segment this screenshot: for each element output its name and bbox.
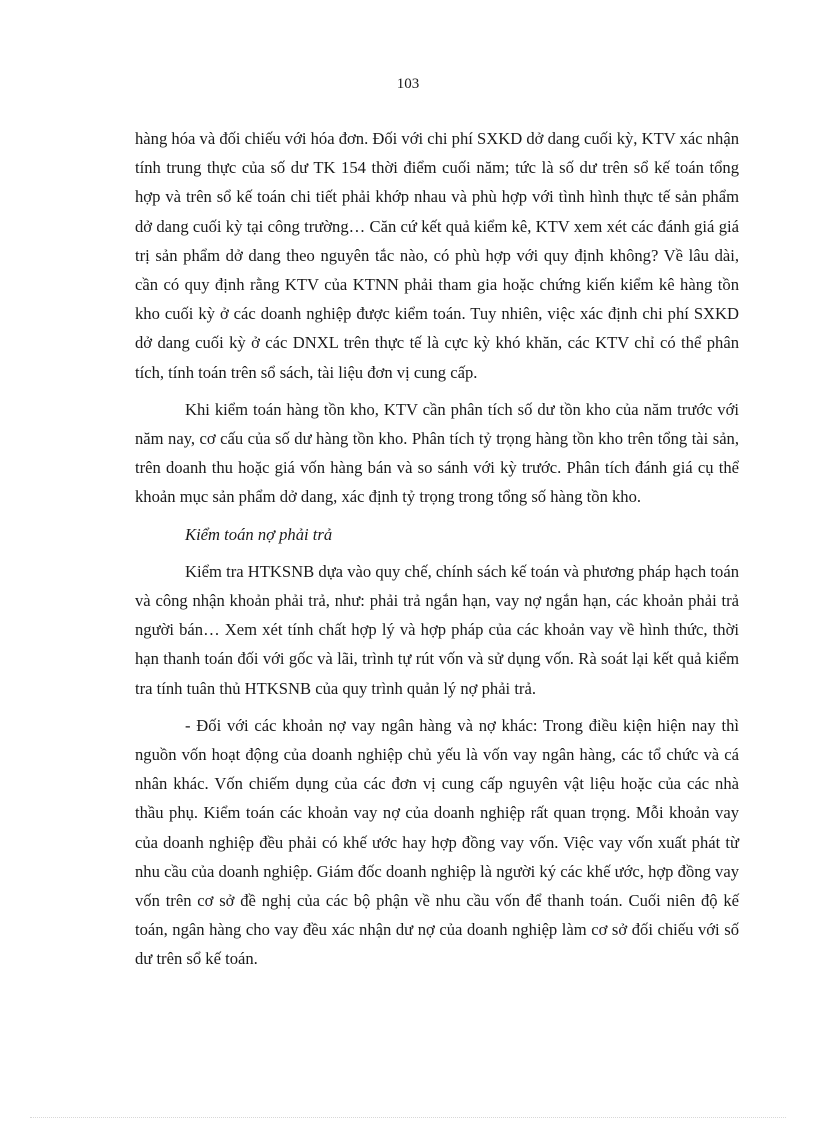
page-number: 103 bbox=[396, 76, 420, 92]
paragraph-internal-control-check: Kiểm tra HTKSNB dựa vào quy chế, chính sách kế toán và phương pháp hạch toán và công nhận khoản phải trả, như: phải trả ngắn hạn, vay nợ ngắn hạn, các khoản phải trả người bán… Xem xét tính chất hợp lý và hợp pháp của các khoản vay về hình thức, thời hạn thanh toán đối với gốc và lãi, trình tự rút vốn và sử dụng vốn. Rà soát lại kết quả kiểm tra tính tuân thủ HTKSNB của quy trình quản lý nợ phải trả. bbox=[135, 561, 739, 698]
paragraph-inventory-analysis: Khi kiểm toán hàng tồn kho, KTV cần phân tích số dư tồn kho của năm trước với năm nay, cơ cấu của số dư hàng tồn kho. Phân tích tỷ trọng hàng tồn kho trên tổng tài sản, trên doanh thu hoặc giá vốn hàng bán và so sánh với kỳ trước. Phân tích đánh giá cụ thể khoản mục sản phẩm dở dang, xác định tỷ trọng trong tổng số hàng tồn kho. bbox=[135, 399, 739, 507]
page-bottom-divider bbox=[30, 1117, 786, 1118]
paragraph-continuation: hàng hóa và đối chiếu với hóa đơn. Đối với chi phí SXKD dở dang cuối kỳ, KTV xác nhận tính trung thực của số dư TK 154 thời điểm cuối năm; tức là số dư trên sổ kế toán tổng hợp và trên sổ kế toán chi tiết phải khớp nhau và phù hợp với tình hình thực tế sản phẩm dở dang cuối kỳ tại công trường… Căn cứ kết quả kiểm kê, KTV xem xét các đánh giá giá trị sản phẩm dở dang theo nguyên tắc nào, có phù hợp với quy định không? Về lâu dài, cần có quy định rằng KTV của KTNN phải tham gia hoặc chứng kiến kiểm kê hàng tồn kho cuối kỳ ở các doanh nghiệp được kiểm toán. Tuy nhiên, việc xác định chi phí SXKD dở dang cuối kỳ ở các DNXL trên thực tế là cực kỳ khó khăn, các KTV chỉ có thể phân tích, tính toán trên sổ sách, tài liệu đơn vị cung cấp. bbox=[135, 129, 739, 382]
paragraph-bank-loans: - Đối với các khoản nợ vay ngân hàng và nợ khác: Trong điều kiện hiện nay thì nguồn vốn hoạt động của doanh nghiệp chủ yếu là vốn vay ngân hàng, các tổ chức và cá nhân khác. Vốn chiếm dụng của các đơn vị cung cấp nguyên vật liệu hoặc của các nhà thầu phụ. Kiểm toán các khoản vay nợ của doanh nghiệp rất quan trọng. Mỗi khoản vay của doanh nghiệp đều phải có khế ước hay hợp đồng vay vốn. Việc vay vốn xuất phát từ nhu cầu của doanh nghiệp. Giám đốc doanh nghiệp là người ký các khế ước, hợp đồng vay vốn trên cơ sở đề nghị của các bộ phận về nhu cầu vốn để thanh toán. Cuối niên độ kế toán, ngân hàng cho vay đều xác nhận dư nợ của doanh nghiệp làm cơ sở đối chiếu với số dư trên sổ kế toán. bbox=[135, 715, 739, 969]
document-body bbox=[135, 124, 739, 982]
section-heading-accounts-payable: Kiểm toán nợ phải trả bbox=[185, 524, 333, 544]
